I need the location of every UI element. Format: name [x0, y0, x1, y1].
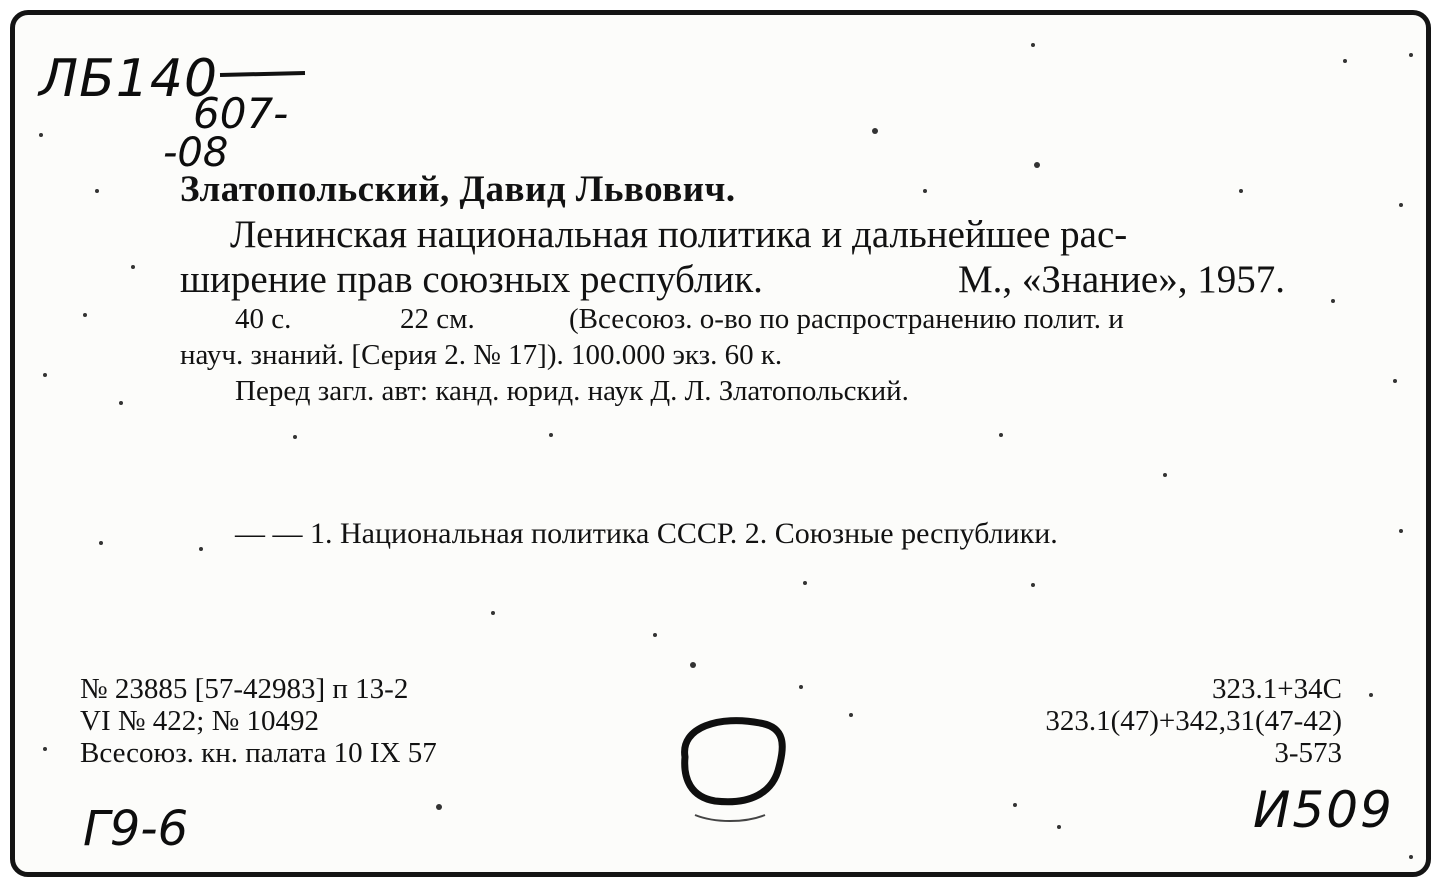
footer-right-line-3: 3-573: [1274, 737, 1342, 769]
handwritten-call-number: ЛБ140: [39, 49, 219, 109]
handwritten-inventory-number: И509: [1253, 781, 1394, 839]
collation-pages: 40 с.: [235, 303, 292, 335]
footer-left-line-3: Всесоюз. кн. палата 10 IX 57: [80, 737, 437, 769]
author-note: Перед загл. авт: канд. юрид. наук Д. Л. Златопольский.: [235, 375, 909, 407]
collation-size: 22 см.: [400, 303, 475, 335]
author-heading: Златопольский, Давид Львович.: [180, 169, 736, 210]
footer-left-line-1: № 23885 [57-42983] п 13-2: [80, 673, 409, 705]
handwritten-shelf-mark: Г9-6: [83, 801, 189, 857]
series-line-2: науч. знаний. [Серия 2. № 17]). 100.000 экз. 60 к.: [180, 339, 783, 371]
imprint: М., «Знание», 1957.: [958, 258, 1285, 301]
footer-left-line-2: VI № 422; № 10492: [80, 705, 319, 737]
footer-right-line-2: 323.1(47)+342,31(47-42): [1045, 705, 1342, 737]
card-marks-overlay: [15, 15, 1426, 872]
call-number-underline: [220, 73, 305, 75]
footer-right-line-1: 323.1+34С: [1212, 673, 1342, 705]
title-line-2: ширение прав союзных республик.: [180, 258, 763, 301]
series-line-1: (Всесоюз. о-во по распространению полит. и: [569, 303, 1124, 335]
subject-headings: — — 1. Национальная политика СССР. 2. Союзные республики.: [235, 517, 1058, 550]
punch-hole-shadow: [695, 815, 765, 821]
print-specks: [39, 43, 1413, 859]
handwritten-call-number-lower: -08: [163, 130, 229, 176]
title-line-1: Ленинская национальная политика и дальнейшее рас-: [230, 213, 1128, 256]
catalog-card: [10, 10, 1431, 877]
handwritten-call-number-upper: 607-: [193, 89, 289, 138]
punch-hole-outline: [685, 721, 783, 802]
